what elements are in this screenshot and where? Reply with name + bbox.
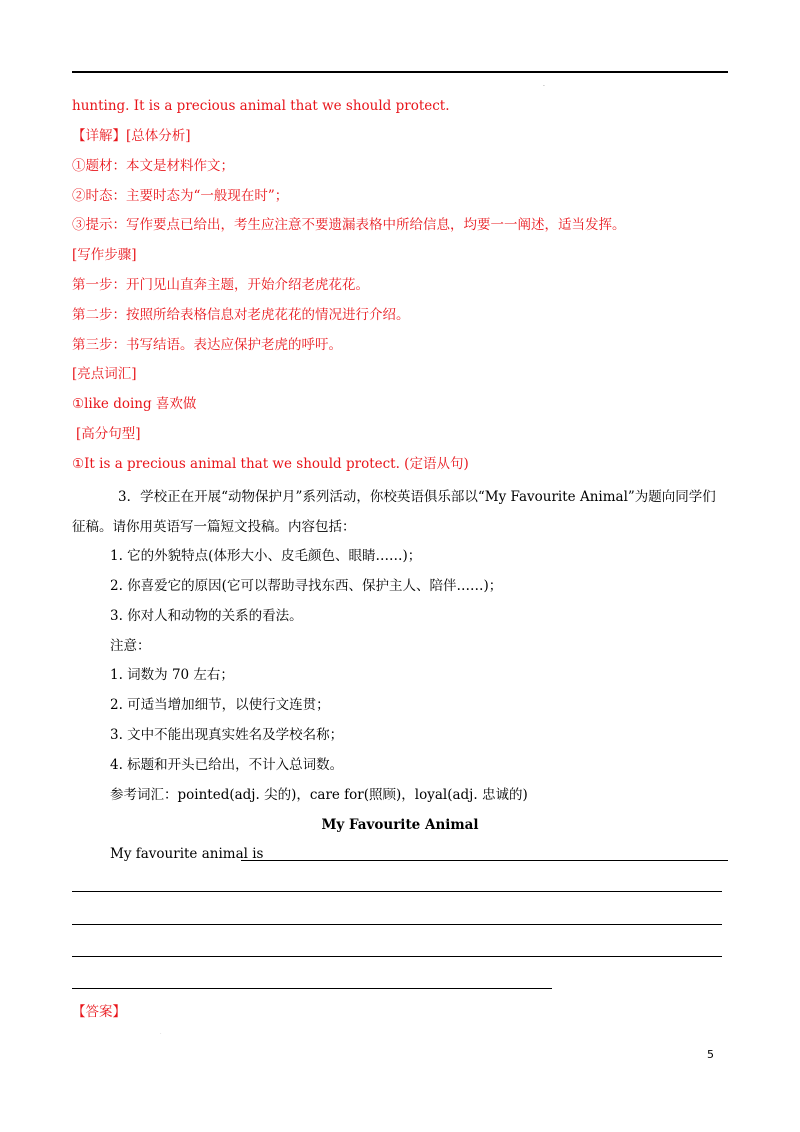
step-1: 第一步：开门见山直奔主题，开始介绍老虎花花。	[72, 277, 369, 293]
step-3: 第三步：书写结语。表达应保护老虎的呼吁。	[72, 337, 342, 353]
stray-mark: ·	[160, 1031, 162, 1037]
sentence-heading: [高分句型]	[76, 426, 141, 442]
note-4: 4. 标题和开头已给出，不计入总词数。	[110, 757, 344, 773]
page-number: 5	[707, 1048, 714, 1061]
sentence-1: ①It is a precious animal that we should protect. (定语从句)	[72, 456, 469, 472]
note-1: 1. 词数为 70 左右；	[110, 667, 234, 683]
question-intro-1: 3．学校正在开展“动物保护月”系列活动，你校英语俱乐部以“My Favourite Animal”为题向同学们	[118, 489, 716, 505]
answer-line-1[interactable]	[241, 860, 728, 861]
note-heading: 注意：	[110, 638, 151, 654]
answer-line-3[interactable]	[72, 924, 722, 925]
essay-title: My Favourite Animal	[321, 817, 479, 833]
essay-opening: My favourite animal is	[110, 846, 264, 862]
analysis-point-2: ②时态：主要时态为“一般现在时”；	[72, 188, 289, 204]
note-3: 3. 文中不能出现真实姓名及学校名称；	[110, 727, 344, 743]
content-3: 3. 你对人和动物的关系的看法。	[110, 608, 303, 624]
answer-line-2[interactable]	[72, 891, 722, 892]
reference-vocab: 参考词汇：pointed(adj. 尖的)，care for(照顾)，loyal(adj. 忠诚的)	[110, 787, 528, 803]
steps-heading: [写作步骤]	[72, 247, 137, 263]
stray-dot: ·	[543, 83, 545, 90]
analysis-line1: hunting. It is a precious animal that we should protect.	[72, 98, 450, 114]
analysis-point-3: ③提示：写作要点已给出，考生应注意不要遗漏表格中所给信息，均要一一阐述，适当发挥。	[72, 217, 626, 233]
vocab-1: ①like doing 喜欢做	[72, 396, 197, 412]
vocab-heading: [亮点词汇]	[72, 366, 137, 382]
content-2: 2. 你喜爱它的原因(它可以帮助寻找东西、保护主人、陪伴……)；	[110, 578, 503, 594]
question-intro-2: 征稿。请你用英语写一篇短文投稿。内容包括：	[72, 519, 356, 535]
detail-heading: 【详解】[总体分析]	[72, 128, 191, 144]
note-2: 2. 可适当增加细节，以使行文连贯；	[110, 697, 330, 713]
answer-line-5[interactable]	[72, 988, 552, 989]
header-rule	[72, 71, 728, 73]
analysis-point-1: ①题材：本文是材料作文；	[72, 158, 234, 174]
answer-line-4[interactable]	[72, 956, 722, 957]
content-1: 1. 它的外貌特点(体形大小、皮毛颜色、眼睛……)；	[110, 548, 422, 564]
answer-heading: 【答案】	[72, 1004, 126, 1020]
step-2: 第二步：按照所给表格信息对老虎花花的情况进行介绍。	[72, 307, 410, 323]
